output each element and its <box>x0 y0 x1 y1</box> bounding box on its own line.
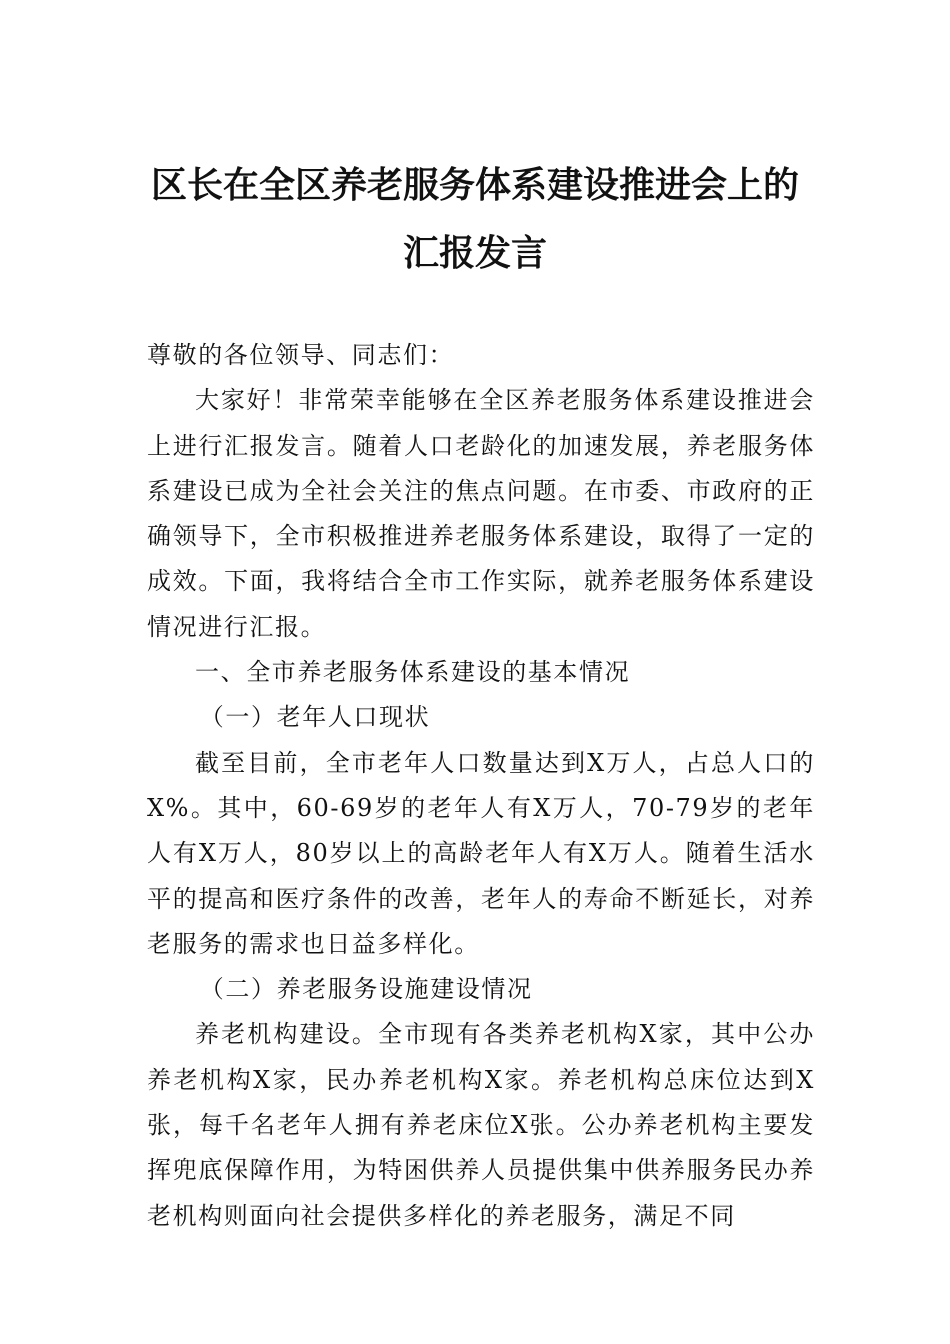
subsection-paragraph-1: 截至目前，全市老年人口数量达到X万人，占总人口的 X%。其中，60-69岁的老年人有X万人，70-79岁的老年人有X万人，80岁以上的高龄老年人有X万人。随着生活水平的提高和医疗条件的改善，老年人的寿命不断延长，对养老服务的需求也日益多样化。 <box>147 748 815 958</box>
intro-paragraph: 大家好！非常荣幸能够在全区养老服务体系建设推进会上进行汇报发言。随着人口老龄化的加速发展，养老服务体系建设已成为全社会关注的焦点问题。在市委、市政府的正确领导下，全市积极推进养老服务体系建设，取得了一定的成效。下面，我将结合全市工作实际，就养老服务体系建设情况进行汇报。 <box>147 386 815 641</box>
document-body <box>147 333 815 1239</box>
salutation: 尊敬的各位领导、同志们： <box>147 341 455 369</box>
subsection-paragraph-2: 养老机构建设。全市现有各类养老机构X家，其中公办养老机构X家，民办养老机构X家。养老机构总床位达到X张，每千名老年人拥有养老床位X张。公办养老机构主要发挥兜底保障作用，为特困供养人员提供集中供养服务民办养老机构则面向社会提供多样化的养老服务，满足不同 <box>147 1020 815 1230</box>
document-title-line-2: 汇报发言 <box>402 232 547 274</box>
document-title-line-1: 区长在全区养老服务体系建设推进会上的 <box>150 164 799 206</box>
subsection-heading-1: （一）老年人口现状 <box>199 703 431 732</box>
section-heading-1: 一、全市养老服务体系建设的基本情况 <box>195 658 631 687</box>
subsection-heading-2: （二）养老服务设施建设情况 <box>199 975 533 1004</box>
